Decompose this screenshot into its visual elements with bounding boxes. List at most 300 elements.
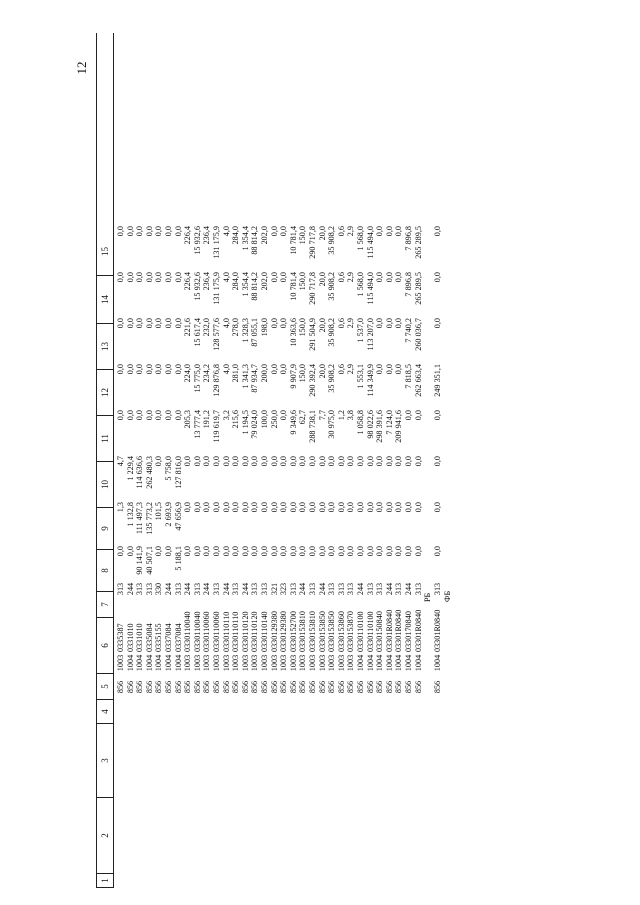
table-cell: 0330110040 [183,611,193,652]
table-cell: 0,0 [413,546,423,557]
table-cell: 244 [356,582,365,596]
table-row [366,33,376,888]
table-cell: 0,0 [125,318,135,329]
table-row [164,33,174,888]
table-cell: 0,0 [413,502,423,513]
table-cell: 0,0 [298,546,308,557]
table-cell: 10 363,6 [288,318,298,347]
header-cell: 4 [97,700,113,724]
table-cell: 244 [384,582,394,596]
table-row [279,33,289,888]
table-cell: 856 [269,680,279,694]
table-cell: 115 494,0 [365,226,375,259]
table-cell: 284,0 [231,226,241,245]
table-cell: 115 494,0 [365,272,375,305]
table-cell: 0,0 [269,364,279,375]
table-cell: 0,0 [202,546,212,557]
table-cell: 0,0 [164,272,173,283]
table-cell: 0330170840 [404,611,413,652]
table-cell: 221,6 [183,318,193,337]
table-cell: 313 [433,582,443,596]
table-cell: 0,0 [298,456,308,467]
table-cell: 4,0 [221,364,231,375]
table-cell: 0,0 [413,410,423,421]
table-cell: 0,0 [279,318,289,329]
table-cell: 856 [308,680,317,694]
table-cell: 10 781,4 [288,272,298,301]
table-cell: 1 553,1 [356,364,365,389]
table-cell: 0,0 [308,456,317,467]
table-cell: 30 975,0 [327,410,337,439]
table-cell: 313 [192,582,202,596]
table-cell: 313 [231,582,241,596]
table-cell: 0331010 [135,623,145,652]
table-row [193,33,203,888]
table-cell: 313 [346,582,356,596]
table-cell: 856 [288,680,298,694]
table-row [135,33,145,888]
table-cell: 313 [365,582,375,596]
table-cell: 0,0 [356,502,365,513]
table-row [260,33,270,888]
table-cell: 0,0 [336,456,346,467]
table-cell: 1003 [183,654,193,672]
table-cell: 0,0 [433,546,443,557]
table-cell: 0,0 [135,364,145,375]
table-cell: 0,0 [144,364,154,375]
table-cell: 330 [154,582,164,596]
table-cell: 1003 [231,654,241,672]
table-cell: 0,0 [125,226,135,237]
table-cell: 244 [202,582,212,596]
table-cell: 0,0 [394,272,404,283]
table-cell: 0,0 [327,456,337,467]
table-cell: 244 [317,582,327,596]
table-cell: 856 [375,680,385,694]
table-cell: 202,0 [260,272,269,291]
table-cell: 129 876,8 [212,364,221,397]
table-row [270,33,280,888]
table-cell: 1004 [356,654,365,672]
table-cell: 03301R0840 [413,609,423,652]
table-cell: 856 [173,680,183,694]
table-cell: 3,2 [221,410,231,421]
table-cell: 1004 [164,654,173,672]
table-cell: 209 941,6 [394,410,404,443]
header-cell: 10 [97,462,113,508]
page-number: 12 [74,61,89,75]
table-cell: 135 773,2 [144,502,154,535]
budget-label-fb: ФБ [442,590,452,602]
table-cell: 249 351,1 [433,364,443,397]
table-cell: 0,0 [231,546,241,557]
table-cell: 0,0 [288,502,298,513]
table-cell: 0,0 [346,502,356,513]
table-cell: 0335084 [144,623,154,652]
table-cell: 1003 [308,654,317,672]
table-cell: 1003 [336,654,346,672]
table-cell: 226,4 [183,272,193,291]
table-cell: 0,0 [279,502,289,513]
table-cell: 0,0 [116,272,125,283]
table-cell: 0,0 [394,226,404,237]
table-cell: 0,0 [327,502,337,513]
table-cell: 10 781,4 [288,226,298,255]
table-cell: 0,0 [135,410,145,421]
table-cell: 20,0 [317,318,327,333]
table-cell: 7 124,0 [384,410,394,435]
table-cell: 1 341,3 [240,364,250,389]
table-cell: 0,0 [375,456,385,467]
table-cell: 298 391,6 [375,410,385,443]
table-cell: 0,0 [221,456,231,467]
table-cell: 0330129380 [279,611,289,652]
table-cell: 1,3 [116,502,125,513]
table-cell: 3,8 [346,410,356,421]
table-cell: 262 480,3 [144,456,154,489]
table-cell: 15 775,0 [192,364,202,393]
table-cell: 0,0 [269,502,279,513]
table-cell: 0,0 [154,318,164,329]
table-cell: 313 [135,582,145,596]
table-cell: 1 354,4 [240,226,250,251]
table-cell: 0330110120 [240,611,250,652]
table-cell: 35 908,2 [327,272,337,301]
table-cell: 313 [260,582,269,596]
table-cell: 1004 [154,654,164,672]
table-cell: 0,0 [173,410,183,421]
table-cell: 0330110060 [202,611,212,652]
table-row [356,33,366,888]
table-cell: 150,0 [298,226,308,245]
table-cell: 2,9 [346,364,356,375]
table-cell: 1004 [375,654,385,672]
table-cell: 9 907,9 [288,364,298,389]
table-cell: 1003 [279,654,289,672]
table-cell: 15 617,4 [192,318,202,347]
table-cell: 0,0 [327,546,337,557]
table-cell: 281,0 [231,364,241,383]
table-cell: 0,0 [125,364,135,375]
table-cell: 313 [394,582,404,596]
table-cell: 7 896,8 [404,272,413,297]
table-cell: 856 [298,680,308,694]
table-row [222,33,232,888]
table-cell: 0,0 [308,502,317,513]
table-header [96,33,114,888]
table-cell: 0,0 [336,502,346,513]
table-cell: 1004 [135,654,145,672]
rotated-table [96,33,536,888]
table-cell: 4,0 [221,226,231,237]
table-cell: 0,0 [375,226,385,237]
table-cell: 0,0 [135,318,145,329]
table-cell: 244 [164,582,173,596]
table-cell: 0,0 [164,546,173,557]
table-cell: 0331010 [125,623,135,652]
table-cell: 0,0 [375,502,385,513]
table-cell: 0337084 [164,623,173,652]
table-cell: 313 [336,582,346,596]
table-row [318,33,328,888]
table-cell: 1004 [125,654,135,672]
table-cell: 0,0 [116,410,125,421]
table-cell: 0,0 [433,226,443,237]
table-cell: 1003 [116,654,125,672]
table-cell: 0,0 [279,410,289,421]
table-cell: 1004 [394,654,404,672]
table-cell: 0,0 [183,502,193,513]
table-cell: 5 188,1 [173,546,183,571]
table-cell: 0,0 [154,410,164,421]
table-cell: 244 [183,582,193,596]
table-cell: 0,0 [384,364,394,375]
table-cell: 0330110120 [250,611,260,652]
table-cell: 244 [240,582,250,596]
table-cell: 128 577,6 [212,318,221,351]
table-cell: 0,0 [260,546,269,557]
header-cell: 1 [97,874,113,888]
table-cell: 856 [192,680,202,694]
table-cell: 0335155 [154,623,164,652]
table-row [145,33,155,888]
table-cell: 20,0 [317,364,327,379]
table-cell: 856 [413,680,423,694]
table-cell: 0,0 [394,456,404,467]
table-cell: 0,0 [375,272,385,283]
header-cell: 14 [97,276,113,324]
table-cell: 0330153870 [346,611,356,652]
table-cell: 03301R0840 [394,609,404,652]
table-cell: 1004 [144,654,154,672]
table-cell: 323 [279,582,289,596]
table-cell: 856 [356,680,365,694]
table-cell: 35 908,2 [327,226,337,255]
table-row [126,33,136,888]
table-cell: 260 036,7 [413,318,423,351]
table-cell: 0,0 [212,456,221,467]
header-cell: 9 [97,508,113,550]
table-cell: 0,0 [375,364,385,375]
table-cell: 0,0 [384,546,394,557]
table-cell: 1 132,8 [125,502,135,527]
table-cell: 313 [308,582,317,596]
table-cell: 321 [269,582,279,596]
table-cell: 03301R0840 [384,609,394,652]
table-row [433,33,443,888]
table-cell: 0335387 [116,623,125,652]
table-cell: 0,0 [375,546,385,557]
table-cell: 1 229,4 [125,456,135,481]
table-cell: 198,0 [260,318,269,337]
table-cell: 313 [413,582,423,596]
table-cell: 856 [240,680,250,694]
table-cell: 250,0 [269,410,279,429]
table-cell: 79 024,0 [250,410,260,439]
table-cell: 47 656,9 [173,502,183,531]
table-cell: 1003 [288,654,298,672]
table-cell: 111 497,3 [135,502,145,535]
table-row [212,33,222,888]
table-cell: 9 349,6 [288,410,298,435]
table-cell: 0330153860 [336,611,346,652]
table-cell: 1 568,0 [356,272,365,297]
table-cell: 856 [317,680,327,694]
table-cell: 4,7 [116,456,125,467]
table-cell: 1004 [433,654,443,672]
table-cell: 0,0 [336,546,346,557]
table-cell: 0330129380 [269,611,279,652]
table-cell: 0,0 [231,502,241,513]
table-cell: 313 [250,582,260,596]
table-cell: 131 175,9 [212,272,221,305]
table-cell: 0,0 [154,364,164,375]
table-cell: 0,0 [394,318,404,329]
table-cell: 0,0 [250,546,260,557]
table-cell: 0,0 [269,226,279,237]
table-row [414,33,424,888]
table-cell: 0,6 [336,318,346,329]
table-cell: 0,0 [375,318,385,329]
table-cell: 0330110040 [192,611,202,652]
table-cell: 0,0 [240,456,250,467]
table-cell: 262 663,4 [413,364,423,397]
table-cell: 856 [202,680,212,694]
table-cell: 113 207,0 [365,318,375,351]
table-cell: 7,7 [317,410,327,421]
table-row [404,33,414,888]
table-cell: 313 [288,582,298,596]
table-cell: 290 392,4 [308,364,317,397]
table-cell: 200,0 [260,364,269,383]
table-cell: 1 328,3 [240,318,250,343]
table-cell: 13 777,4 [192,410,202,439]
table-cell: 0,0 [346,546,356,557]
table-cell: 0,0 [192,546,202,557]
table-cell: 0,0 [308,546,317,557]
table-cell: 2 693,9 [164,502,173,527]
table-row [116,33,126,888]
table-cell: 101,5 [154,502,164,521]
table-cell: 0,0 [269,546,279,557]
table-cell: 0330110060 [212,611,221,652]
table-cell: 313 [116,582,125,596]
table-cell: 150,0 [298,364,308,383]
table-cell: 0,0 [240,502,250,513]
table-cell: 98 022,6 [365,410,375,439]
table-row [231,33,241,888]
table-cell: 265 289,5 [413,272,423,305]
table-cell: 88 814,2 [250,226,260,255]
table-cell: 0,0 [404,546,413,557]
table-cell: 0,0 [154,456,164,467]
table-cell: 0,0 [279,364,289,375]
table-cell: 226,4 [183,226,193,245]
table-cell: 0,0 [384,226,394,237]
table-cell: 0,0 [404,456,413,467]
table-cell: 0,0 [164,318,173,329]
table-cell: 1003 [327,654,337,672]
table-cell: 0,0 [346,456,356,467]
table-cell: 0,0 [413,456,423,467]
table-cell: 0,0 [433,502,443,513]
table-cell: 7 818,5 [404,364,413,389]
table-cell: 856 [327,680,337,694]
header-cell: 11 [97,416,113,462]
table-cell: 0,0 [279,456,289,467]
table-cell: 290 717,8 [308,226,317,259]
table-cell: 0,0 [192,456,202,467]
table-cell: 0,0 [433,410,443,421]
table-cell: 0,0 [164,364,173,375]
table-cell: 0330153810 [298,611,308,652]
table-cell: 100,0 [260,410,269,429]
table-cell: 202,0 [260,226,269,245]
table-cell: 0,0 [116,546,125,557]
table-cell: 856 [384,680,394,694]
table-cell: 90 141,9 [135,546,145,575]
table-cell: 290 717,8 [308,272,317,305]
table-cell: 856 [116,680,125,694]
table-cell: 0,0 [164,226,173,237]
table-cell: 856 [279,680,289,694]
table-cell: 15 932,6 [192,226,202,255]
table-cell: 15 932,6 [192,272,202,301]
table-row [250,33,260,888]
table-cell: 0,0 [365,546,375,557]
table-cell: 2,9 [346,272,356,283]
header-cell: 13 [97,324,113,370]
table-cell: 0,0 [144,272,154,283]
table-cell: 0,0 [279,546,289,557]
table-cell: 1003 [346,654,356,672]
table-cell: 856 [394,680,404,694]
table-cell: 7 896,8 [404,226,413,251]
table-cell: 856 [221,680,231,694]
table-cell: 119 619,7 [212,410,221,443]
table-cell: 313 [375,582,385,596]
table-cell: 0,0 [144,226,154,237]
table-cell: 0,0 [433,456,443,467]
table-cell: 87 934,7 [250,364,260,393]
table-cell: 0330150840 [375,611,385,652]
table-cell: 35 908,2 [327,364,337,393]
table-cell: 0,0 [269,456,279,467]
table-cell: 0,0 [433,272,443,283]
table-cell: 1 537,0 [356,318,365,343]
table-cell: 0,0 [356,456,365,467]
table-cell: 0330152700 [288,611,298,652]
table-row [154,33,164,888]
table-cell: 0,0 [317,546,327,557]
table-cell: 1 194,5 [240,410,250,435]
table-cell: 1004 [413,654,423,672]
table-cell: 114 636,6 [135,456,145,489]
table-cell: 1004 [404,654,413,672]
table-row [337,33,347,888]
table-cell: 88 814,2 [250,272,260,301]
table-cell: 856 [164,680,173,694]
table-cell: 0,0 [164,410,173,421]
table-cell: 284,0 [231,272,241,291]
table-cell: 5 758,0 [164,456,173,481]
table-cell: 0,0 [125,272,135,283]
table-cell: 291 504,9 [308,318,317,351]
table-cell: 0,0 [154,272,164,283]
table-cell: 244 [404,582,413,596]
table-cell: 0,0 [356,546,365,557]
table-cell: 0,0 [384,502,394,513]
